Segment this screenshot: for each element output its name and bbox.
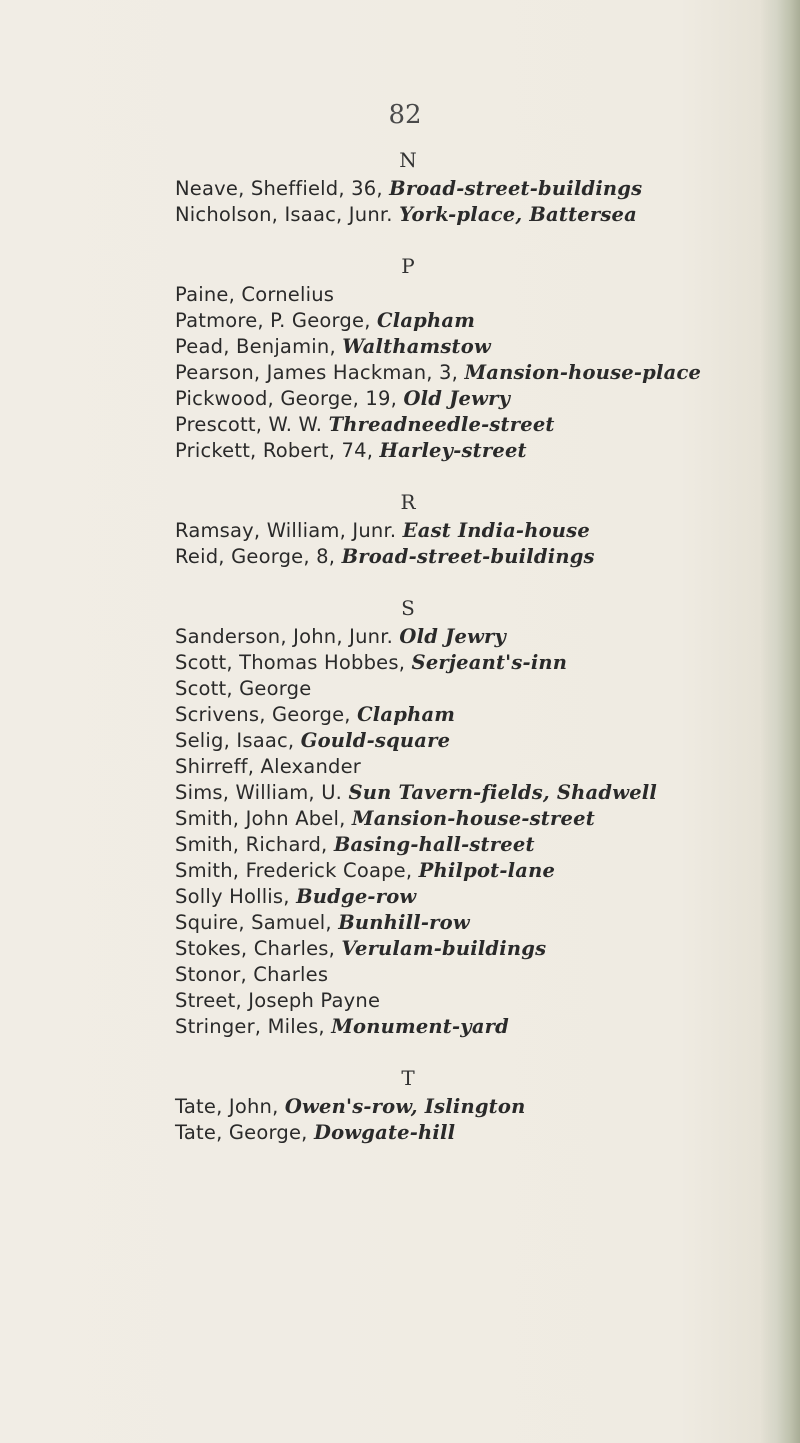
entry-address: Basing-hall-street [333,833,535,856]
list-item [175,936,546,962]
list-item [175,308,475,334]
entry-name: Neave, Sheffield, 36, [175,177,390,200]
entry-address: Broad-street-buildings [341,545,595,568]
entry-address: Sun Tavern-fields, Shadwell [348,781,658,804]
entry-address: Owen's-row, Islington [284,1095,526,1118]
entry-name: Sims, William, U. [175,781,349,804]
list-item [175,962,328,988]
entry-name: Scott, George [175,677,312,700]
entry-address: Harley-street [379,439,527,462]
entry-address: Bunhill-row [338,911,470,934]
entry-address: Philpot-lane [418,859,556,882]
entry-name: Paine, Cornelius [175,283,335,306]
list-item [175,806,595,832]
list-item [175,650,567,676]
entry-name: Pead, Benjamin, [175,335,343,358]
entry-name: Scott, Thomas Hobbes, [175,651,412,674]
list-item [175,360,701,386]
entry-address: Old Jewry [399,625,507,648]
entry-name: Pickwood, George, 19, [175,387,404,410]
entry-name: Patmore, P. George, [175,309,377,332]
entry-name: Tate, George, [175,1121,314,1144]
entry-address: Threadneedle-street [328,413,555,436]
list-item [175,438,527,464]
list-item [175,412,555,438]
list-item [175,728,450,754]
entry-name: Selig, Isaac, [175,729,301,752]
entry-address: Broad-street-buildings [389,177,643,200]
entry-address: Serjeant's-inn [411,651,568,674]
entry-name: Sanderson, John, Junr. [175,625,400,648]
entry-name: Stringer, Miles, [175,1015,332,1038]
entry-address: Dowgate-hill [313,1121,456,1144]
entry-address: Monument-yard [331,1015,509,1038]
list-item [175,1120,455,1146]
entry-address: Mansion-house-place [464,361,702,384]
entry-address: York-place, Battersea [399,203,637,226]
list-item [175,988,380,1014]
section-letter-t: T [401,1066,415,1090]
entry-name: Ramsay, William, Junr. [175,519,403,542]
entry-name: Reid, George, 8, [175,545,342,568]
page-edge-shadow [760,0,800,1443]
entry-name: Pearson, James Hackman, 3, [175,361,465,384]
entry-address: Budge-row [296,885,417,908]
entry-name: Smith, Richard, [175,833,334,856]
list-item [175,202,637,228]
entry-name: Stonor, Charles [175,963,329,986]
list-item [175,884,416,910]
entry-name: Smith, John Abel, [175,807,352,830]
section-letter-s: S [401,596,415,620]
list-item [175,386,510,412]
entry-name: Solly Hollis, [175,885,297,908]
entry-name: Squire, Samuel, [175,911,339,934]
entry-name: Stokes, Charles, [175,937,342,960]
list-item [175,282,334,308]
list-item [175,1094,525,1120]
list-item [175,832,535,858]
entry-address: Gould-square [300,729,451,752]
list-item [175,624,506,650]
list-item [175,518,590,544]
entry-address: Clapham [357,703,456,726]
entry-name: Shirreff, Alexander [175,755,361,778]
entry-name: Scrivens, George, [175,703,358,726]
entry-address: Walthamstow [342,335,491,358]
list-item [175,334,491,360]
entry-address: East India-house [402,519,590,542]
section-letter-p: P [401,254,415,278]
entry-name: Smith, Frederick Coape, [175,859,419,882]
section-letter-r: R [400,490,416,514]
section-letter-n: N [399,148,417,172]
list-item [175,544,595,570]
entry-name: Nicholson, Isaac, Junr. [175,203,400,226]
entry-name: Street, Joseph Payne [175,989,381,1012]
list-item [175,858,555,884]
entry-address: Mansion-house-street [351,807,595,830]
list-item [175,176,642,202]
page-number: 82 [388,100,422,130]
list-item [175,1014,509,1040]
entry-name: Tate, John, [175,1095,285,1118]
list-item [175,780,657,806]
entry-address: Old Jewry [403,387,511,410]
entry-name: Prickett, Robert, 74, [175,439,380,462]
list-item [175,754,361,780]
list-item [175,702,455,728]
entry-address: Verulam-buildings [341,937,547,960]
entry-address: Clapham [377,309,476,332]
list-item [175,910,470,936]
entry-name: Prescott, W. W. [175,413,329,436]
list-item [175,676,311,702]
